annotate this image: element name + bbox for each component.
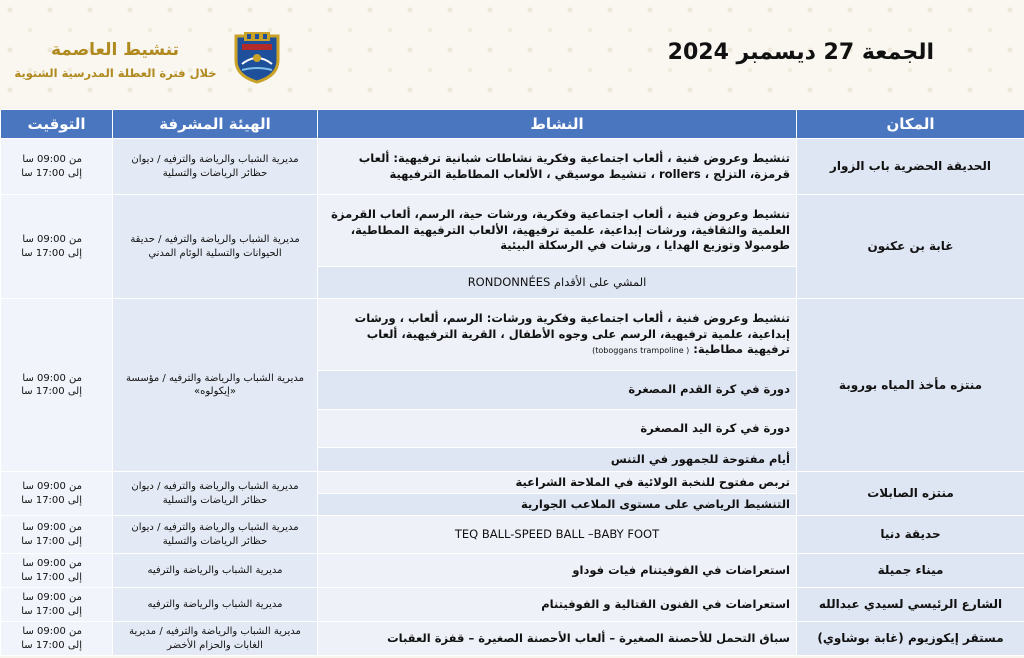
brand-title: تنشيط العاصمة: [50, 40, 179, 60]
time-cell: [1, 139, 113, 195]
column-header-activity: النشاط: [318, 110, 797, 139]
time-to: إلى 17:00 سا: [21, 386, 82, 397]
table-row: [1, 622, 1024, 656]
table-row: [1, 472, 1024, 494]
table-row: [1, 139, 1024, 195]
organizer-cell: مديرية الشباب والرياضة والترفيه / مديرية الغابات والحزام الأخضر: [113, 622, 318, 656]
organizer-cell: مديرية الشباب والرياضة والترفيه / ديوان حظائر الرياضات والتسلية: [113, 139, 318, 195]
activity-cell: أيام مفتوحة للجمهور في التنس: [318, 448, 797, 472]
schedule-table: [0, 109, 1024, 656]
column-header-place: المكان: [797, 110, 1024, 139]
table-row: [1, 516, 1024, 554]
time-cell: [1, 622, 113, 656]
organizer-cell: مديرية الشباب والرياضة والترفيه: [113, 588, 318, 622]
place-cell: منتزه مأخذ المياه بوروبة: [797, 299, 1024, 472]
algiers-emblem-icon: [232, 30, 282, 84]
place-cell: الشارع الرئيسي لسيدي عبدالله: [797, 588, 1024, 622]
time-from: من 09:00 سا: [22, 626, 82, 637]
activity-cell: [318, 299, 797, 371]
table-header-row: [1, 110, 1024, 139]
brand-subtitle: خلال فترة العطلة المدرسية الشتوية: [14, 66, 217, 80]
time-from: من 09:00 سا: [22, 154, 82, 165]
page-date-title: الجمعة 27 ديسمبر 2024: [667, 40, 934, 65]
activity-cell: المشي على الأقدام RONDONNÉES: [318, 267, 797, 299]
place-cell: ميناء جميلة: [797, 554, 1024, 588]
activity-cell: دورة في كرة القدم المصغرة: [318, 371, 797, 410]
activity-text: تنشيط وعروض فنية ، ألعاب اجتماعية وفكرية ورشات: الرسم، ألعاب ، ورشات إبداعية، علمية ترفيهية، الرسم على وجوه الأطفال ، القرية الترفيهية، ألعاب ترفيهية مطاطية:: [354, 311, 790, 357]
activity-note: ( toboggans trampoline): [592, 346, 690, 356]
organizer-cell: مديرية الشباب والرياضة والترفيه: [113, 554, 318, 588]
time-to: إلى 17:00 سا: [21, 247, 82, 259]
time-from: من 09:00 سا: [22, 522, 82, 533]
activity-cell: استعراضات في الفوفيتنام فيات فوداو: [318, 554, 797, 588]
time-cell: [1, 472, 113, 516]
time-from: من 09:00 سا: [22, 592, 82, 603]
place-cell: مستقر إيكوزيوم (غابة بوشاوي): [797, 622, 1024, 656]
time-to: إلى 17:00 سا: [21, 167, 82, 179]
column-header-organizer: الهيئة المشرفة: [113, 110, 318, 139]
column-header-time: التوقيت: [1, 110, 113, 139]
table-row: [1, 299, 1024, 371]
page-header: [0, 0, 1024, 106]
place-cell: حديقة دنيا: [797, 516, 1024, 554]
activity-cell: تنشيط وعروض فنية ، ألعاب اجتماعية وفكرية نشاطات شبانية ترفيهية: ألعاب قرمزة، التزلج ، rollers ، تنشيط موسيقي ، الألعاب المطاطية الترفيهية: [318, 139, 797, 195]
time-cell: [1, 588, 113, 622]
place-cell: الحديقة الحضرية باب الزوار: [797, 139, 1024, 195]
time-to: إلى 17:00 سا: [21, 605, 82, 617]
time-from: من 09:00 سا: [22, 481, 82, 492]
time-from: من 09:00 سا: [22, 372, 82, 384]
time-to: إلى 17:00 سا: [21, 571, 82, 583]
activity-cell: TEQ BALL-SPEED BALL –BABY FOOT: [318, 516, 797, 554]
activity-cell: استعراضات في الفنون القتالية و الفوفيتنام: [318, 588, 797, 622]
time-cell: [1, 554, 113, 588]
time-from: من 09:00 سا: [22, 558, 82, 569]
organizer-cell: مديرية الشباب والرياضة والترفيه / حديقة الحيوانات والتسلية الوئام المدني: [113, 195, 318, 299]
activity-cell: تنشيط وعروض فنية ، ألعاب اجتماعية وفكرية، ورشات حية، الرسم، ألعاب القرمزة العلمية والثقافية، ورشات إبداعية، علمية ترفيهية، الألعاب الترفيهية المطاطية، طومبولا وتوزيع الهدايا ، ورشات في الرسكلة البيئية: [318, 195, 797, 267]
time-from: من 09:00 سا: [22, 234, 82, 245]
table-row: [1, 588, 1024, 622]
time-to: إلى 17:00 سا: [21, 494, 82, 506]
organizer-cell: مديرية الشباب والرياضة والترفيه / ديوان حظائر الرياضات والتسلية: [113, 472, 318, 516]
table-row: [1, 195, 1024, 267]
activity-cell: تربص مفتوح للنخبة الولائية في الملاحة الشراعية: [318, 472, 797, 494]
organizer-cell: مديرية الشباب والرياضة والترفيه / مؤسسة «إيكولوه»: [113, 299, 318, 472]
time-to: إلى 17:00 سا: [21, 535, 82, 547]
activity-cell: سباق التحمل للأحصنة الصغيرة – ألعاب الأحصنة الصغيرة – قفزة العقبات: [318, 622, 797, 656]
table-row: [1, 554, 1024, 588]
activity-cell: التنشيط الرياضي على مستوى الملاعب الجوارية: [318, 494, 797, 516]
time-cell: [1, 299, 113, 472]
place-cell: غابة بن عكنون: [797, 195, 1024, 299]
time-cell: [1, 516, 113, 554]
time-cell: [1, 195, 113, 299]
activity-cell: دورة في كرة اليد المصغرة: [318, 410, 797, 448]
time-to: إلى 17:00 سا: [21, 639, 82, 651]
place-cell: منتزه الصابلات: [797, 472, 1024, 516]
organizer-cell: مديرية الشباب والرياضة والترفيه / ديوان حظائر الرياضات والتسلية: [113, 516, 318, 554]
